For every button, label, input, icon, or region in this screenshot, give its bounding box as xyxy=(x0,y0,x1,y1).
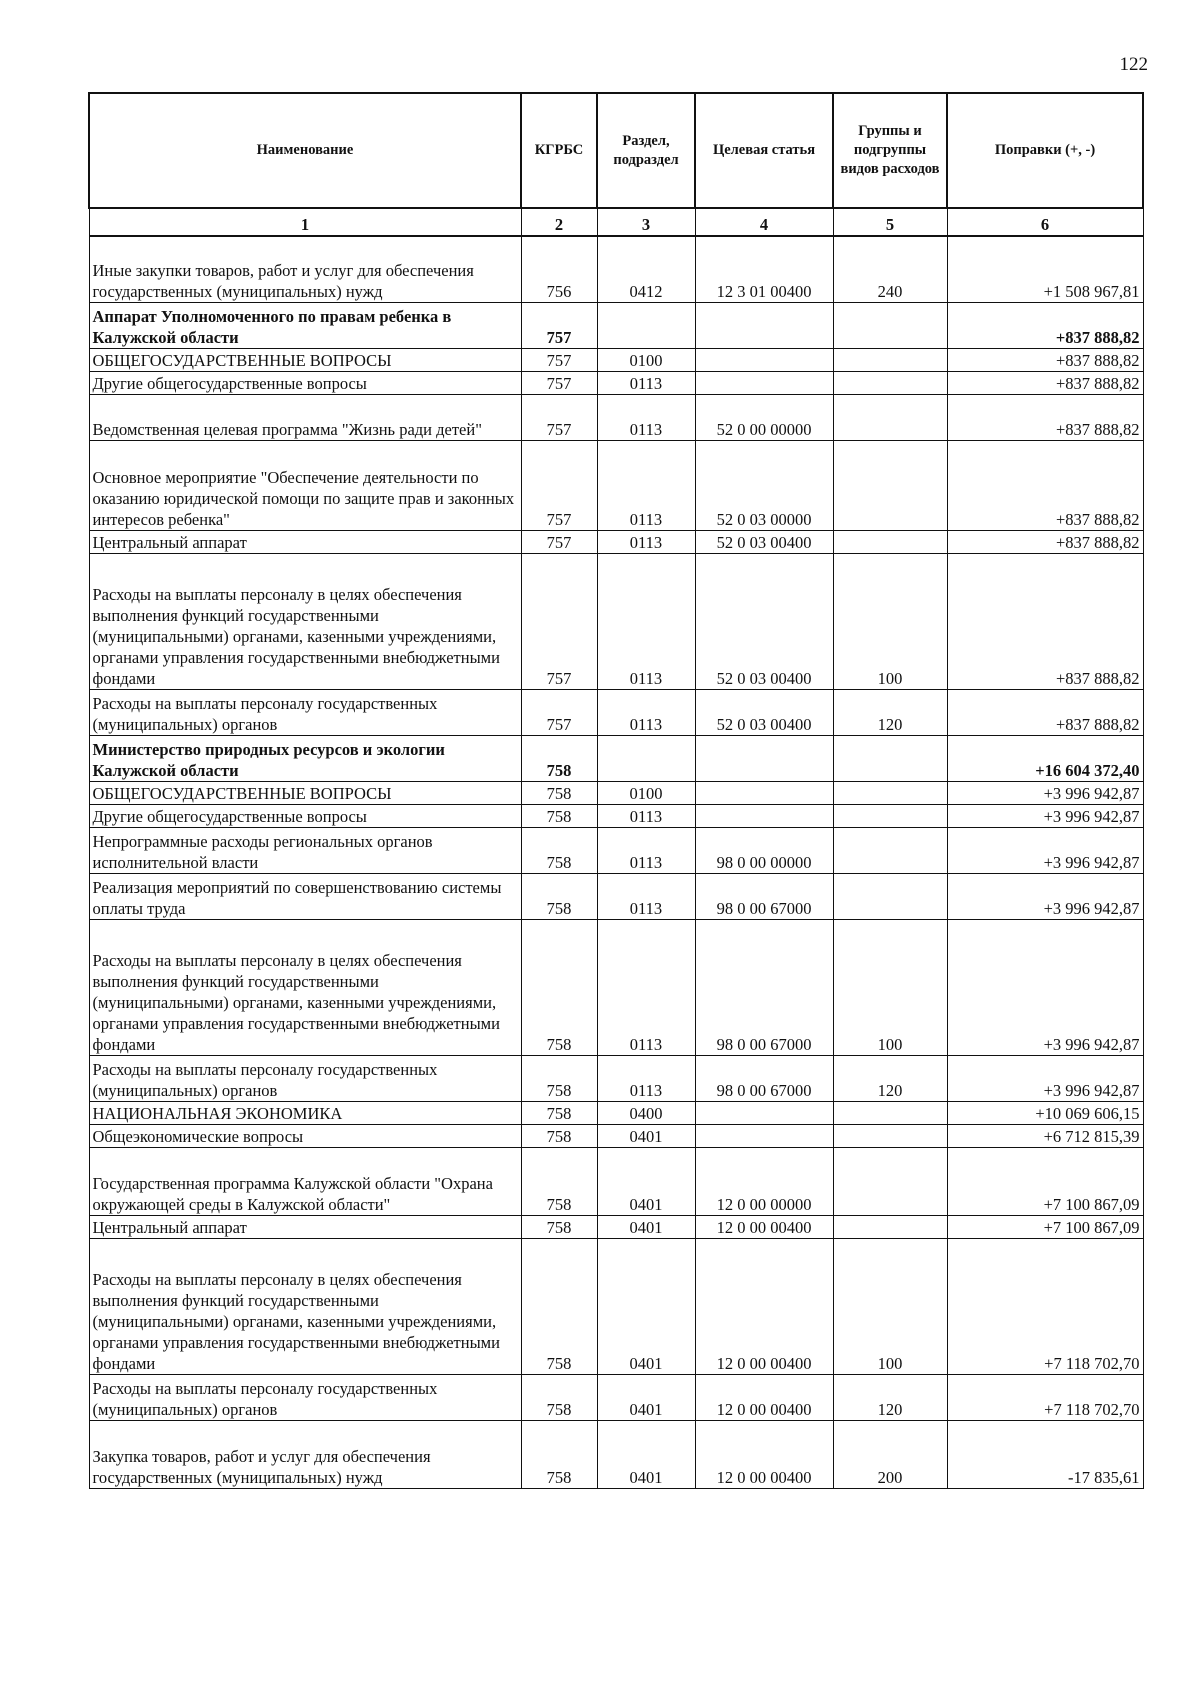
row-group: 100 xyxy=(833,1238,947,1374)
row-group xyxy=(833,371,947,394)
table-row xyxy=(89,735,1143,781)
table-row xyxy=(89,530,1143,553)
row-group: 120 xyxy=(833,1374,947,1420)
column-number: 5 xyxy=(833,208,947,236)
row-name: Ведомственная целевая программа "Жизнь ради детей" xyxy=(89,394,521,440)
row-group: 100 xyxy=(833,919,947,1055)
row-target xyxy=(695,804,833,827)
row-amount: +7 118 702,70 xyxy=(947,1374,1143,1420)
row-amount: +10 069 606,15 xyxy=(947,1101,1143,1124)
row-group xyxy=(833,1124,947,1147)
row-target: 52 0 03 00400 xyxy=(695,530,833,553)
row-kgrbs: 757 xyxy=(521,530,597,553)
table-row xyxy=(89,827,1143,873)
table-row xyxy=(89,1420,1143,1488)
row-amount: +837 888,82 xyxy=(947,394,1143,440)
row-name: Центральный аппарат xyxy=(89,1215,521,1238)
row-amount: +837 888,82 xyxy=(947,689,1143,735)
row-group xyxy=(833,394,947,440)
row-section: 0113 xyxy=(597,919,695,1055)
row-name: НАЦИОНАЛЬНАЯ ЭКОНОМИКА xyxy=(89,1101,521,1124)
row-amount: +3 996 942,87 xyxy=(947,827,1143,873)
row-name: Расходы на выплаты персоналу государственных (муниципальных) органов xyxy=(89,689,521,735)
table-row xyxy=(89,348,1143,371)
row-amount: +837 888,82 xyxy=(947,302,1143,348)
row-name: Министерство природных ресурсов и экологии Калужской области xyxy=(89,735,521,781)
table-row xyxy=(89,919,1143,1055)
row-section xyxy=(597,735,695,781)
table-row xyxy=(89,1055,1143,1101)
row-kgrbs: 757 xyxy=(521,689,597,735)
row-kgrbs: 758 xyxy=(521,781,597,804)
table-row xyxy=(89,236,1143,302)
row-kgrbs: 758 xyxy=(521,873,597,919)
row-amount: +837 888,82 xyxy=(947,553,1143,689)
row-target: 52 0 03 00400 xyxy=(695,689,833,735)
table-row xyxy=(89,440,1143,530)
row-name: ОБЩЕГОСУДАРСТВЕННЫЕ ВОПРОСЫ xyxy=(89,781,521,804)
row-section: 0113 xyxy=(597,827,695,873)
row-group xyxy=(833,1101,947,1124)
row-name: Расходы на выплаты персоналу государственных (муниципальных) органов xyxy=(89,1374,521,1420)
row-group xyxy=(833,530,947,553)
row-group: 120 xyxy=(833,1055,947,1101)
row-kgrbs: 757 xyxy=(521,440,597,530)
row-target xyxy=(695,735,833,781)
row-group xyxy=(833,804,947,827)
row-section: 0113 xyxy=(597,394,695,440)
row-name: Государственная программа Калужской области "Охрана окружающей среды в Калужской области" xyxy=(89,1147,521,1215)
row-target: 12 0 00 00400 xyxy=(695,1238,833,1374)
row-group xyxy=(833,781,947,804)
row-name: Непрограммные расходы региональных органов исполнительной власти xyxy=(89,827,521,873)
row-target: 98 0 00 67000 xyxy=(695,1055,833,1101)
row-target xyxy=(695,348,833,371)
row-group: 240 xyxy=(833,236,947,302)
row-name: Общеэкономические вопросы xyxy=(89,1124,521,1147)
row-kgrbs: 758 xyxy=(521,1124,597,1147)
row-kgrbs: 758 xyxy=(521,827,597,873)
row-group xyxy=(833,735,947,781)
row-section: 0401 xyxy=(597,1147,695,1215)
row-group xyxy=(833,440,947,530)
row-group: 100 xyxy=(833,553,947,689)
row-target xyxy=(695,1101,833,1124)
row-name: Центральный аппарат xyxy=(89,530,521,553)
row-amount: +3 996 942,87 xyxy=(947,781,1143,804)
row-name: Расходы на выплаты персоналу в целях обеспечения выполнения функций государственными (муниципальными) органами, казенными учреждениями, органами управления государственными внебюджетными фондами xyxy=(89,919,521,1055)
row-group xyxy=(833,827,947,873)
table-row xyxy=(89,1101,1143,1124)
table-row xyxy=(89,1124,1143,1147)
row-kgrbs: 758 xyxy=(521,1215,597,1238)
row-group xyxy=(833,1215,947,1238)
row-section: 0113 xyxy=(597,440,695,530)
row-kgrbs: 758 xyxy=(521,1238,597,1374)
row-amount: +1 508 967,81 xyxy=(947,236,1143,302)
row-kgrbs: 758 xyxy=(521,804,597,827)
row-kgrbs: 756 xyxy=(521,236,597,302)
row-target: 12 0 00 00400 xyxy=(695,1420,833,1488)
row-name: ОБЩЕГОСУДАРСТВЕННЫЕ ВОПРОСЫ xyxy=(89,348,521,371)
table-row xyxy=(89,1215,1143,1238)
row-section: 0401 xyxy=(597,1124,695,1147)
row-section: 0100 xyxy=(597,781,695,804)
row-name: Другие общегосударственные вопросы xyxy=(89,371,521,394)
table-row xyxy=(89,781,1143,804)
row-amount: +7 100 867,09 xyxy=(947,1215,1143,1238)
row-section: 0400 xyxy=(597,1101,695,1124)
row-target xyxy=(695,371,833,394)
table-row xyxy=(89,689,1143,735)
row-name: Основное мероприятие "Обеспечение деятельности по оказанию юридической помощи по защите прав и законных интересов ребенка" xyxy=(89,440,521,530)
column-number: 1 xyxy=(89,208,521,236)
row-amount: +837 888,82 xyxy=(947,530,1143,553)
header-group: Группы и подгруппы видов расходов xyxy=(833,93,947,208)
column-number-row xyxy=(89,208,1143,236)
row-target: 12 0 00 00400 xyxy=(695,1374,833,1420)
column-number: 6 xyxy=(947,208,1143,236)
row-name: Закупка товаров, работ и услуг для обеспечения государственных (муниципальных) нужд xyxy=(89,1420,521,1488)
table-row xyxy=(89,1147,1143,1215)
row-section: 0113 xyxy=(597,804,695,827)
row-kgrbs: 757 xyxy=(521,348,597,371)
header-section: Раздел, подраздел xyxy=(597,93,695,208)
header-name: Наименование xyxy=(89,93,521,208)
row-section: 0113 xyxy=(597,553,695,689)
row-name: Иные закупки товаров, работ и услуг для обеспечения государственных (муниципальных) нужд xyxy=(89,236,521,302)
row-section: 0113 xyxy=(597,873,695,919)
row-group: 200 xyxy=(833,1420,947,1488)
row-target: 12 0 00 00400 xyxy=(695,1215,833,1238)
row-group xyxy=(833,873,947,919)
row-amount: +837 888,82 xyxy=(947,348,1143,371)
table-row xyxy=(89,804,1143,827)
table-row xyxy=(89,371,1143,394)
row-name: Аппарат Уполномоченного по правам ребенка в Калужской области xyxy=(89,302,521,348)
row-group xyxy=(833,1147,947,1215)
row-kgrbs: 758 xyxy=(521,1055,597,1101)
row-kgrbs: 757 xyxy=(521,394,597,440)
row-amount: +3 996 942,87 xyxy=(947,873,1143,919)
row-target xyxy=(695,781,833,804)
column-number: 3 xyxy=(597,208,695,236)
row-amount: +837 888,82 xyxy=(947,371,1143,394)
row-target: 98 0 00 67000 xyxy=(695,873,833,919)
row-section: 0113 xyxy=(597,689,695,735)
table-row xyxy=(89,394,1143,440)
row-kgrbs: 758 xyxy=(521,1147,597,1215)
row-target: 52 0 00 00000 xyxy=(695,394,833,440)
header-amount: Поправки (+, -) xyxy=(947,93,1143,208)
row-name: Расходы на выплаты персоналу в целях обеспечения выполнения функций государственными (муниципальными) органами, казенными учреждениями, органами управления государственными внебюджетными фондами xyxy=(89,553,521,689)
row-target xyxy=(695,1124,833,1147)
table-row xyxy=(89,302,1143,348)
row-target: 12 0 00 00000 xyxy=(695,1147,833,1215)
row-kgrbs: 758 xyxy=(521,1420,597,1488)
row-target: 98 0 00 00000 xyxy=(695,827,833,873)
row-amount: +837 888,82 xyxy=(947,440,1143,530)
row-section xyxy=(597,302,695,348)
row-amount: +3 996 942,87 xyxy=(947,804,1143,827)
row-section: 0401 xyxy=(597,1238,695,1374)
row-amount: +3 996 942,87 xyxy=(947,1055,1143,1101)
row-kgrbs: 758 xyxy=(521,1101,597,1124)
row-amount: +6 712 815,39 xyxy=(947,1124,1143,1147)
row-section: 0113 xyxy=(597,530,695,553)
row-section: 0113 xyxy=(597,1055,695,1101)
row-target xyxy=(695,302,833,348)
row-amount: +16 604 372,40 xyxy=(947,735,1143,781)
table-row xyxy=(89,873,1143,919)
row-group xyxy=(833,302,947,348)
page-number: 122 xyxy=(1119,54,1148,75)
row-section: 0100 xyxy=(597,348,695,371)
row-amount: -17 835,61 xyxy=(947,1420,1143,1488)
row-name: Реализация мероприятий по совершенствованию системы оплаты труда xyxy=(89,873,521,919)
row-section: 0401 xyxy=(597,1420,695,1488)
column-number: 4 xyxy=(695,208,833,236)
row-group: 120 xyxy=(833,689,947,735)
row-amount: +7 118 702,70 xyxy=(947,1238,1143,1374)
row-target: 12 3 01 00400 xyxy=(695,236,833,302)
row-kgrbs: 758 xyxy=(521,919,597,1055)
table-row xyxy=(89,553,1143,689)
row-section: 0401 xyxy=(597,1374,695,1420)
row-kgrbs: 758 xyxy=(521,1374,597,1420)
header-kgrbs: КГРБС xyxy=(521,93,597,208)
row-target: 98 0 00 67000 xyxy=(695,919,833,1055)
header-target: Целевая статья xyxy=(695,93,833,208)
row-target: 52 0 03 00400 xyxy=(695,553,833,689)
row-section: 0113 xyxy=(597,371,695,394)
row-section: 0401 xyxy=(597,1215,695,1238)
row-kgrbs: 757 xyxy=(521,302,597,348)
row-name: Расходы на выплаты персоналу государственных (муниципальных) органов xyxy=(89,1055,521,1101)
row-kgrbs: 757 xyxy=(521,371,597,394)
row-kgrbs: 758 xyxy=(521,735,597,781)
row-kgrbs: 757 xyxy=(521,553,597,689)
row-target: 52 0 03 00000 xyxy=(695,440,833,530)
row-name: Другие общегосударственные вопросы xyxy=(89,804,521,827)
budget-table xyxy=(88,92,1144,1489)
row-section: 0412 xyxy=(597,236,695,302)
table-row xyxy=(89,1238,1143,1374)
row-amount: +7 100 867,09 xyxy=(947,1147,1143,1215)
header-row xyxy=(89,93,1143,208)
table-row xyxy=(89,1374,1143,1420)
row-name: Расходы на выплаты персоналу в целях обеспечения выполнения функций государственными (муниципальными) органами, казенными учреждениями, органами управления государственными внебюджетными фондами xyxy=(89,1238,521,1374)
column-number: 2 xyxy=(521,208,597,236)
row-amount: +3 996 942,87 xyxy=(947,919,1143,1055)
table-body xyxy=(89,236,1143,1488)
row-group xyxy=(833,348,947,371)
